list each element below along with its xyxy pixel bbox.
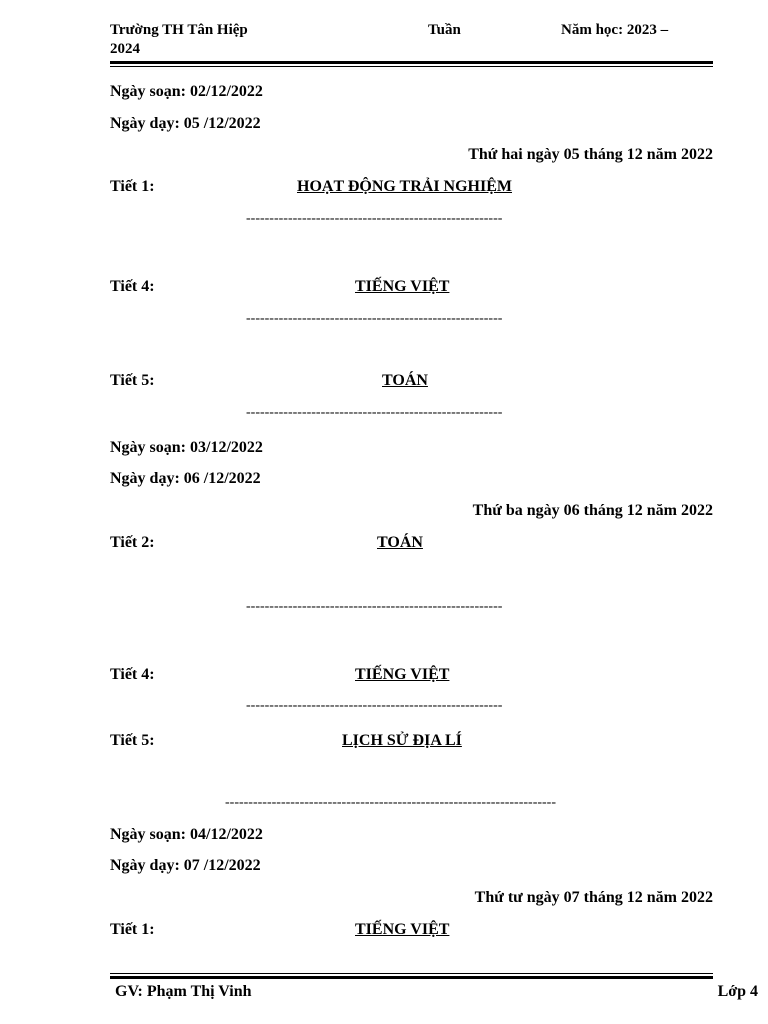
period-label: Tiết 2: bbox=[110, 534, 155, 551]
separator: ------------------------------------------------------- bbox=[246, 599, 503, 614]
ngay-day-1: Ngày dạy: 05 /12/2022 bbox=[110, 115, 261, 132]
period-label: Tiết 5: bbox=[110, 372, 155, 389]
separator: ------------------------------------------------------- bbox=[246, 405, 503, 420]
subject-title: LỊCH SỬ ĐỊA LÍ bbox=[342, 732, 462, 749]
footer-teacher: GV: Phạm Thị Vinh bbox=[115, 983, 252, 1000]
subject-title: TOÁN bbox=[377, 534, 423, 551]
ngay-day-2: Ngày dạy: 06 /12/2022 bbox=[110, 470, 261, 487]
header-school: Trường TH Tân Hiệp bbox=[110, 22, 248, 38]
header-school-year: Năm học: 2023 – bbox=[561, 22, 669, 38]
subject-title: TOÁN bbox=[382, 372, 428, 389]
header-school-year-cont: 2024 bbox=[110, 41, 140, 57]
header-rule-thin bbox=[110, 66, 713, 67]
ngay-soan-2: Ngày soạn: 03/12/2022 bbox=[110, 439, 263, 456]
period-label: Tiết 4: bbox=[110, 278, 155, 295]
period-label: Tiết 5: bbox=[110, 732, 155, 749]
separator-long: ----------------------------------------------------------------------- bbox=[225, 795, 557, 810]
separator: ------------------------------------------------------- bbox=[246, 311, 503, 326]
subject-title: TIẾNG VIỆT bbox=[355, 278, 450, 295]
subject-title: TIẾNG VIỆT bbox=[355, 666, 450, 683]
date-line-2: Thứ ba ngày 06 tháng 12 năm 2022 bbox=[472, 502, 713, 519]
ngay-day-3: Ngày dạy: 07 /12/2022 bbox=[110, 857, 261, 874]
footer-rule-thick bbox=[110, 976, 713, 979]
separator: ------------------------------------------------------- bbox=[246, 698, 503, 713]
ngay-soan-3: Ngày soạn: 04/12/2022 bbox=[110, 826, 263, 843]
ngay-soan-1: Ngày soạn: 02/12/2022 bbox=[110, 83, 263, 100]
footer-class: Lớp 4 bbox=[717, 983, 758, 1000]
header-week: Tuần bbox=[428, 22, 461, 38]
date-line-3: Thứ tư ngày 07 tháng 12 năm 2022 bbox=[474, 889, 713, 906]
subject-title: HOẠT ĐỘNG TRẢI NGHIỆM bbox=[297, 178, 512, 195]
header-rule-thick bbox=[110, 61, 713, 64]
period-label: Tiết 4: bbox=[110, 666, 155, 683]
period-label: Tiết 1: bbox=[110, 921, 155, 938]
footer-rule-thin bbox=[110, 973, 713, 974]
subject-title: TIẾNG VIỆT bbox=[355, 921, 450, 938]
date-line-1: Thứ hai ngày 05 tháng 12 năm 2022 bbox=[468, 146, 713, 163]
separator: ------------------------------------------------------- bbox=[246, 211, 503, 226]
period-label: Tiết 1: bbox=[110, 178, 155, 195]
